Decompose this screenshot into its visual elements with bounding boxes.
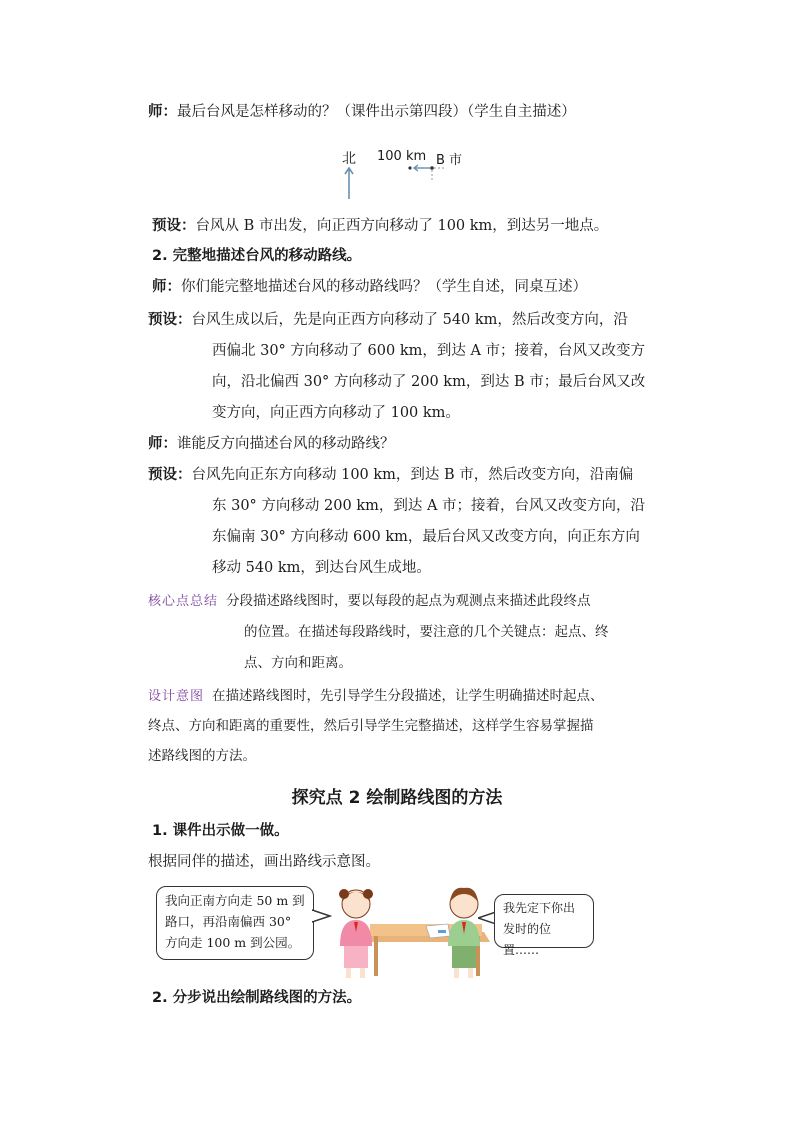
preset-text-line: 西偏北 30° 方向移动了 600 km，到达 A 市；接着，台风又改变方	[212, 343, 646, 359]
preset-text: 台风从 B 市出发，向正西方向移动了 100 km，到达另一地点。	[195, 218, 609, 234]
route-map-figure	[330, 142, 480, 200]
teacher-label: 师：	[148, 104, 177, 120]
preset-text-line: 变方向，向正西方向移动了 100 km。	[212, 405, 460, 421]
teacher-question: 谁能反方向描述台风的移动路线？	[177, 436, 395, 452]
core-summary-line: 点、方向和距离。	[244, 655, 352, 671]
preset-label: 预设：	[148, 312, 192, 328]
route-segment-icon	[406, 162, 466, 184]
section-item-2: 2. 完整地描述台风的移动路线。	[152, 248, 362, 264]
core-summary-line: 的位置。在描述每段路线时，要注意的几个关键点：起点、终	[244, 624, 609, 640]
section-item-2b: 2. 分步说出绘制路线图的方法。	[152, 990, 362, 1006]
scale-label: 100 km	[377, 149, 427, 164]
instruction-text: 根据同伴的描述，画出路线示意图。	[148, 854, 380, 870]
design-intent-line: 终点、方向和距离的重要性，然后引导学生完整描述，这样学生容易掌握描	[148, 718, 594, 734]
students-illustration	[148, 880, 608, 980]
design-intent-line: 述路线图的方法。	[148, 748, 256, 764]
north-label: 北	[342, 151, 356, 167]
section-item-1: 1. 课件出示做一做。	[152, 823, 289, 839]
preset-text-line: 移动 540 km，到达台风生成地。	[212, 560, 431, 576]
teacher-question: 最后台风是怎样移动的？（课件出示第四段）（学生自主描述）	[177, 104, 576, 120]
teacher-label: 师：	[148, 436, 177, 452]
preset-text-line: 东 30° 方向移动 200 km，到达 A 市；接着，台风又改变方向，沿	[212, 498, 646, 514]
design-intent-label: 设计意图	[148, 689, 205, 704]
core-summary-label: 核心点总结	[148, 594, 219, 609]
section-heading: 探究点 2 绘制路线图的方法	[291, 788, 503, 808]
preset-text: 台风生成以后，先是向正西方向移动了 540 km，然后改变方向，沿	[191, 312, 628, 328]
preset-label: 预设：	[148, 467, 192, 483]
speech-bubble-left: 我向正南方向走 50 m 到路口，再沿南偏西 30° 方向走 100 m 到公园。	[156, 886, 314, 960]
preset-text-line: 向，沿北偏西 30° 方向移动了 200 km，到达 B 市；最后台风又改	[212, 374, 646, 390]
preset-text: 台风先向正东方向移动 100 km，到达 B 市，然后改变方向，沿南偏	[191, 467, 634, 483]
preset-label: 预设：	[152, 218, 196, 234]
speech-bubble-right: 我先定下你出发时的位置……	[494, 894, 594, 948]
teacher-question: 你们能完整地描述台风的移动路线吗？（学生自述，同桌互述）	[181, 279, 587, 295]
city-b-label: B 市	[436, 153, 463, 168]
children-at-table-icon	[326, 880, 496, 980]
teacher-label: 师：	[152, 279, 181, 295]
design-intent-text: 在描述路线图时，先引导学生分段描述，让学生明确描述时起点、	[212, 688, 604, 704]
north-arrow-icon	[344, 166, 354, 200]
core-summary-text: 分段描述路线图时，要以每段的起点为观测点来描述此段终点	[226, 593, 591, 609]
preset-text-line: 东偏南 30° 方向移动 600 km，最后台风又改变方向，向正东方向	[212, 529, 640, 545]
